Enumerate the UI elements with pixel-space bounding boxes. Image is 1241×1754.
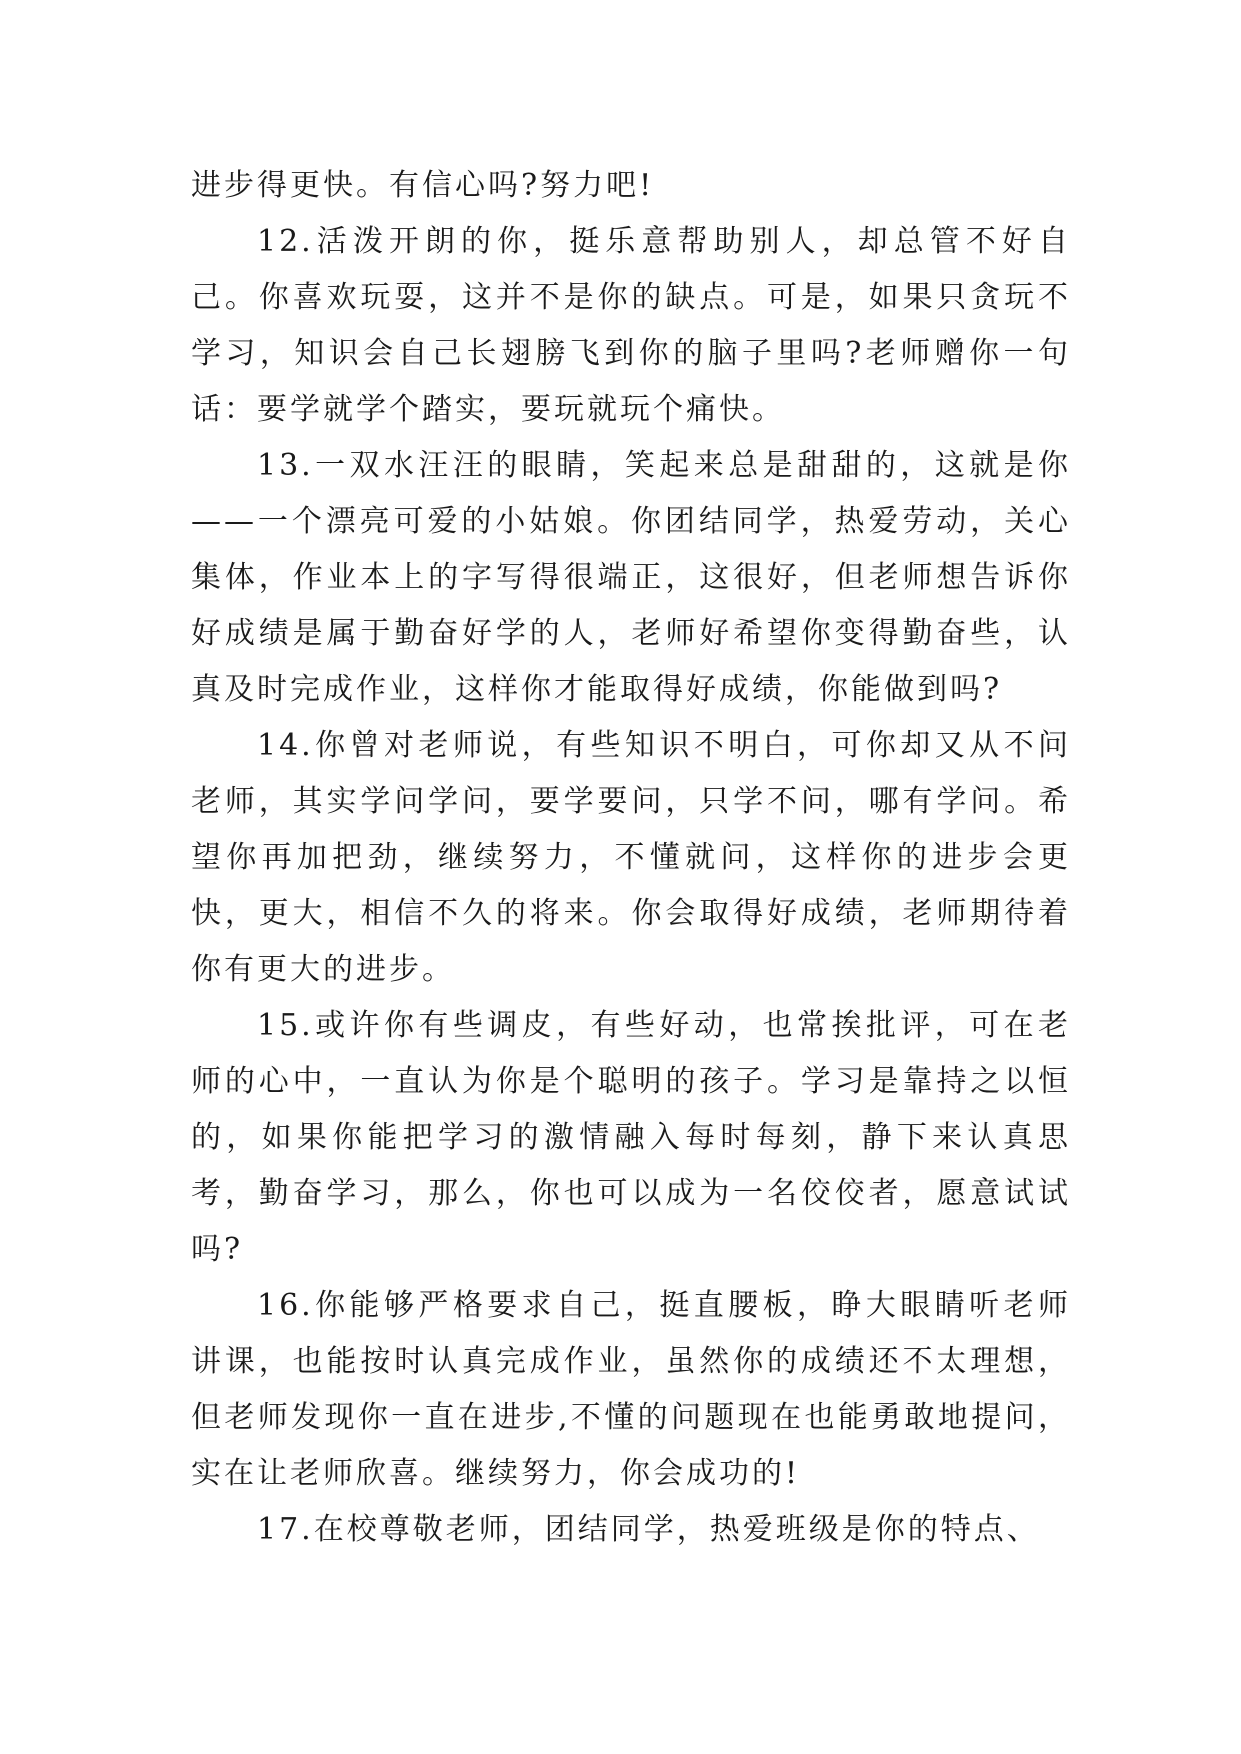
paragraph-comment-12: 12.活泼开朗的你，挺乐意帮助别人，却总管不好自己。你喜欢玩耍，这并不是你的缺点。可是，如果只贪玩不学习，知识会自己长翅膀飞到你的脑子里吗?老师赠你一句话：要学就学个踏实，要玩就玩个痛快。: [191, 224, 1071, 427]
paragraph-comment-17: 17.在校尊敬老师，团结同学，热爱班级是你的特点、: [257, 1512, 1040, 1547]
paragraph-comment-14: 14.你曾对老师说，有些知识不明白，可你却又从不问老师，其实学问学问，要学要问，只学不问，哪有学问。希望你再加把劲，继续努力，不懂就问，这样你的进步会更快，更大，相信不久的将来。你会取得好成绩，老师期待着你有更大的进步。: [191, 728, 1071, 987]
paragraph-continuation: 进步得更快。有信心吗?努力吧!: [191, 168, 655, 203]
paragraph-comment-15: 15.或许你有些调皮，有些好动，也常挨批评，可在老师的心中，一直认为你是个聪明的孩子。学习是靠持之以恒的，如果你能把学习的激情融入每时每刻，静下来认真思考，勤奋学习，那么，你也可以成为一名佼佼者，愿意试试吗?: [191, 1008, 1071, 1267]
paragraph-comment-13: 13.一双水汪汪的眼睛，笑起来总是甜甜的，这就是你——一个漂亮可爱的小姑娘。你团结同学，热爱劳动，关心集体，作业本上的字写得很端正，这很好，但老师想告诉你好成绩是属于勤奋好学的人，老师好希望你变得勤奋些，认真及时完成作业，这样你才能取得好成绩，你能做到吗?: [191, 448, 1071, 707]
paragraph-comment-16: 16.你能够严格要求自己，挺直腰板，睁大眼睛听老师讲课，也能按时认真完成作业，虽然你的成绩还不太理想，但老师发现你一直在进步,不懂的问题现在也能勇敢地提问，实在让老师欣喜。继续努力，你会成功的!: [191, 1288, 1071, 1491]
document-body: [191, 158, 1071, 1558]
